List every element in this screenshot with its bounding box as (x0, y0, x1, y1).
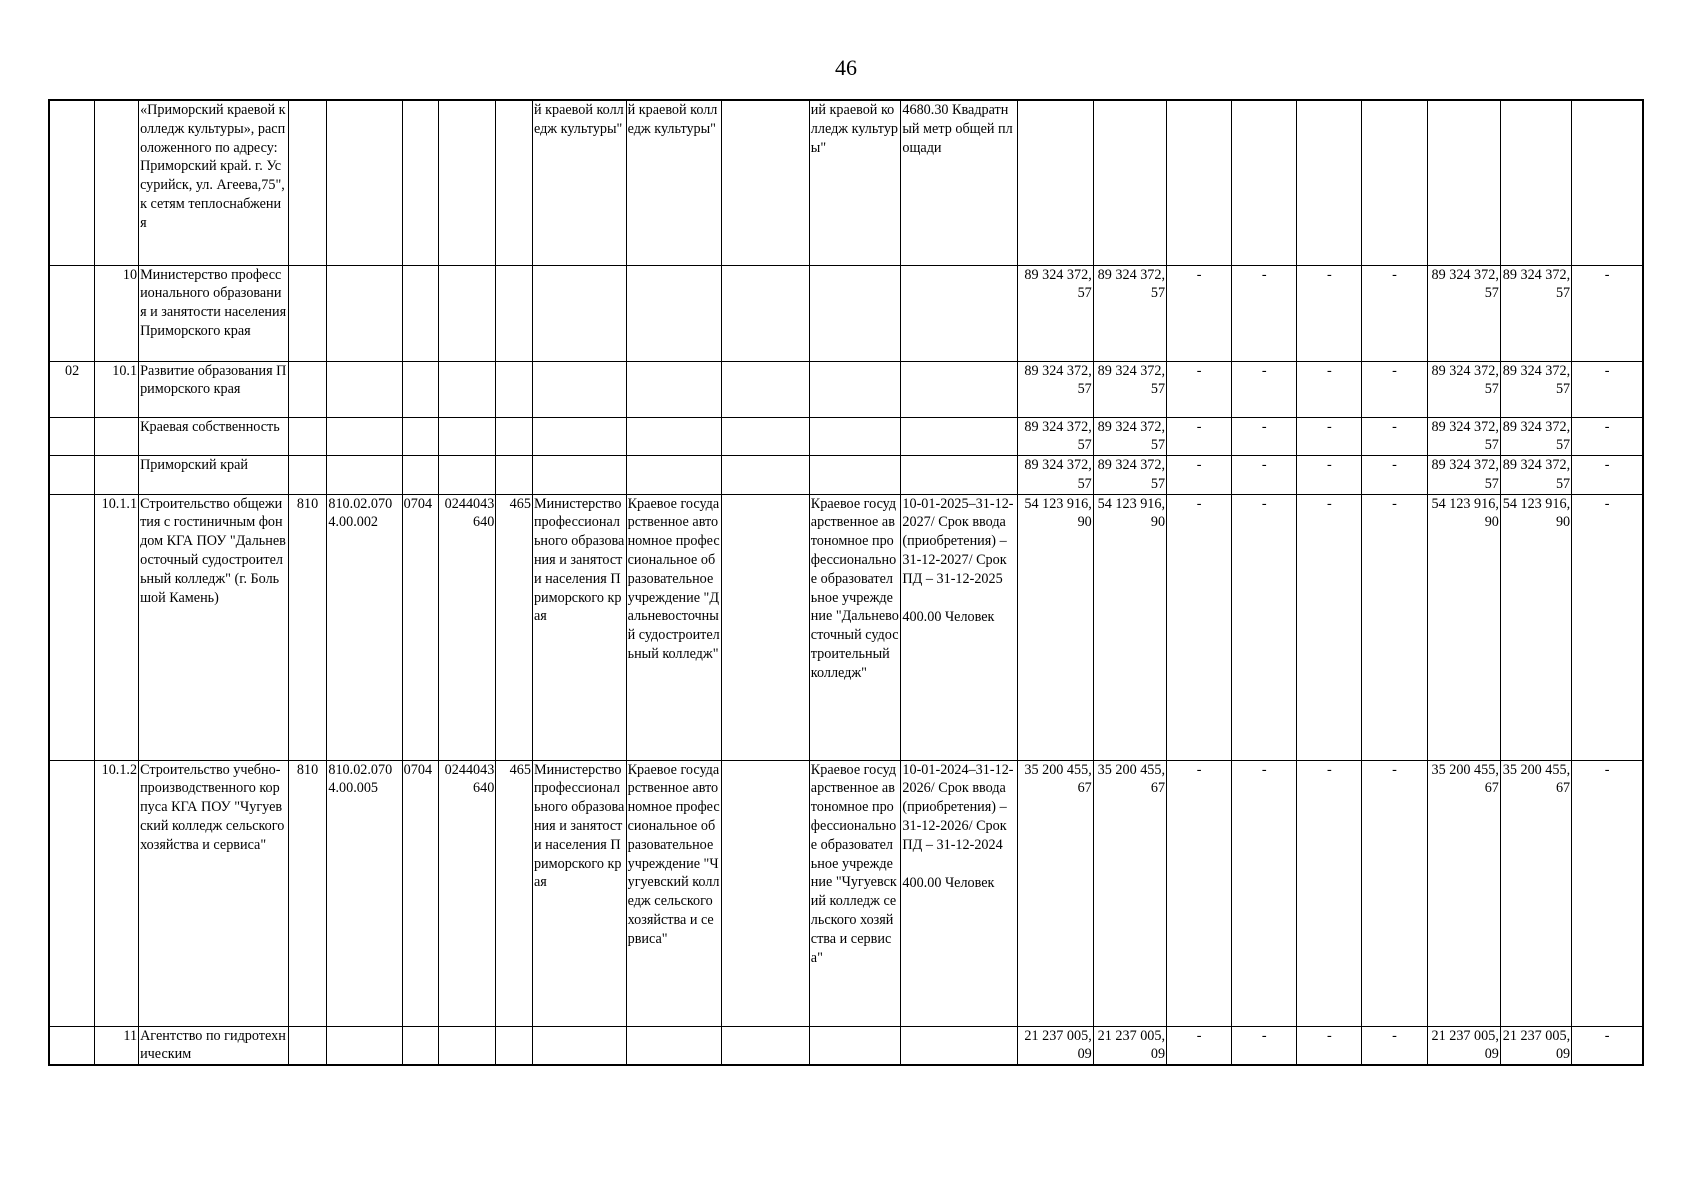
value-cell-8 (1500, 494, 1571, 760)
value-cell-3-text: - (1196, 1027, 1202, 1044)
value-cell-9-text: - (1604, 457, 1610, 474)
budget-code-cell (327, 265, 402, 361)
value-cell-2 (1093, 1026, 1166, 1065)
value-cell-5-text: - (1327, 362, 1332, 379)
expense-type-cell (496, 1026, 533, 1065)
grbs-cell-text: 810 (296, 761, 319, 778)
expense-type-cell (496, 100, 533, 265)
expense-type-cell (496, 494, 533, 760)
period-cell (901, 100, 1018, 265)
value-cell-2-text: 54 123 916,90 (1097, 495, 1166, 531)
period-cell (901, 494, 1018, 760)
value-cell-7 (1427, 1026, 1500, 1065)
value-cell-4 (1232, 456, 1297, 495)
expense-type-cell (496, 456, 533, 495)
value-cell-6 (1362, 417, 1427, 456)
value-cell-9 (1572, 494, 1643, 760)
customer-cell-text: Министерство профессионального образования и занятости населения Приморского края (533, 495, 625, 625)
value-cell-9-text: - (1604, 266, 1610, 283)
value-cell-9-text: - (1604, 418, 1610, 435)
section-cell-text: 0704 (403, 761, 433, 778)
developer-cell (626, 265, 722, 361)
table-row (49, 1026, 1643, 1065)
target-item-cell (439, 456, 496, 495)
page-number: 46 (835, 55, 857, 80)
recipient-cell (809, 760, 901, 1026)
section-cell (402, 760, 439, 1026)
period-cell-text: 10-01-2025–31-12-2027/ Срок ввода (приобретения) – 31-12-2027/ Срок ПД – 31-12-2025 (902, 495, 1014, 587)
table-row (49, 417, 1643, 456)
value-cell-7-text: 89 324 372,57 (1431, 362, 1499, 398)
grbs-cell-text: 810 (296, 495, 319, 512)
grbs-cell (288, 265, 327, 361)
code-cell (49, 456, 95, 495)
value-cell-7 (1427, 100, 1500, 265)
value-cell-5 (1297, 456, 1362, 495)
customer-cell (532, 760, 626, 1026)
value-cell-2-text: 35 200 455,67 (1097, 761, 1166, 797)
customer-cell-text: й краевой колледж культуры" (533, 102, 624, 137)
target-item-cell (439, 100, 496, 265)
developer-cell (626, 760, 722, 1026)
value-cell-4-text: - (1261, 1027, 1267, 1044)
expense-type-cell (496, 265, 533, 361)
value-cell-5 (1297, 100, 1362, 265)
value-cell-6 (1362, 1026, 1427, 1065)
developer-cell (626, 456, 722, 495)
name-cell-text: Агентство по гидротехническим (140, 1027, 286, 1063)
budget-code-cell (327, 760, 402, 1026)
value-cell-2-text: 21 237 005,09 (1097, 1027, 1166, 1063)
value-cell-9 (1572, 100, 1643, 265)
value-cell-9 (1572, 265, 1643, 361)
name-cell (139, 494, 289, 760)
customer-cell (532, 100, 626, 265)
value-cell-8 (1500, 1026, 1571, 1065)
developer-cell (626, 1026, 722, 1065)
value-cell-7 (1427, 456, 1500, 495)
number-cell-text: 10.1.2 (101, 761, 138, 778)
value-cell-3-text: - (1196, 362, 1202, 379)
number-cell (95, 760, 139, 1026)
grbs-cell (288, 456, 327, 495)
budget-code-cell-text: 810.02.0704.00.002 (328, 495, 393, 531)
value-cell-4 (1232, 265, 1297, 361)
recipient-cell (809, 100, 901, 265)
table-row (49, 361, 1643, 417)
value-cell-4 (1232, 1026, 1297, 1065)
section-cell (402, 265, 439, 361)
value-cell-1 (1018, 361, 1093, 417)
period-cell-text: 10-01-2024–31-12-2026/ Срок ввода (приобретения) – 31-12-2026/ Срок ПД – 31-12-2024 (902, 761, 1014, 853)
value-cell-6-text: - (1392, 362, 1397, 379)
value-cell-8 (1500, 100, 1571, 265)
value-cell-8-text: 89 324 372,57 (1502, 418, 1571, 454)
value-cell-8-text: 35 200 455,67 (1502, 761, 1571, 797)
investment-register-table (48, 99, 1644, 1066)
table-row (49, 494, 1643, 760)
value-cell-3-text: - (1196, 418, 1202, 435)
number-cell-text: 10.1.1 (101, 495, 138, 512)
value-cell-8 (1500, 456, 1571, 495)
value-cell-1 (1018, 417, 1093, 456)
value-cell-1-text: 35 200 455,67 (1024, 761, 1092, 797)
value-cell-3-text: - (1196, 266, 1202, 283)
target-item-cell-text: 0244043640 (444, 495, 495, 531)
grbs-cell (288, 760, 327, 1026)
value-cell-1 (1018, 494, 1093, 760)
section-cell (402, 361, 439, 417)
value-cell-7-text: 35 200 455,67 (1431, 761, 1499, 797)
recipient-cell (809, 265, 901, 361)
value-cell-5 (1297, 361, 1362, 417)
expense-type-cell (496, 417, 533, 456)
capacity-text: 400.00 Человек (902, 874, 995, 891)
grbs-cell (288, 100, 327, 265)
value-cell-9 (1572, 1026, 1643, 1065)
value-cell-6 (1362, 265, 1427, 361)
number-cell (95, 494, 139, 760)
developer-cell (626, 361, 722, 417)
capacity-text: 400.00 Человек (902, 608, 995, 625)
budget-code-cell (327, 100, 402, 265)
value-cell-8 (1500, 361, 1571, 417)
extra-cell (722, 265, 810, 361)
value-cell-3 (1167, 760, 1232, 1026)
extra-cell (722, 456, 810, 495)
developer-cell-text: Краевое государственное автономное профессиональное образовательное учреждение "Дальневосточный судостроительный колледж" (627, 495, 720, 663)
name-cell (139, 760, 289, 1026)
name-cell-text: «Приморский краевой колледж культуры», расположенного по адресу: Приморский край. г. Уссурийск, ул. Агеева,75", к сетям теплоснабжения (140, 102, 286, 231)
code-cell-text: 02 (65, 362, 80, 379)
name-cell (139, 100, 289, 265)
section-cell (402, 456, 439, 495)
expense-type-cell-text: 465 (509, 495, 531, 512)
recipient-cell (809, 417, 901, 456)
value-cell-3 (1167, 1026, 1232, 1065)
developer-cell (626, 100, 722, 265)
code-cell (49, 100, 95, 265)
budget-code-cell (327, 1026, 402, 1065)
value-cell-4-text: - (1261, 362, 1267, 379)
value-cell-3-text: - (1196, 457, 1202, 474)
name-cell-text: Краевая собственность (140, 418, 280, 435)
value-cell-5 (1297, 1026, 1362, 1065)
extra-cell (722, 361, 810, 417)
customer-cell (532, 494, 626, 760)
value-cell-7-text: 21 237 005,09 (1431, 1027, 1499, 1063)
extra-cell (722, 1026, 810, 1065)
table-row (49, 760, 1643, 1026)
target-item-cell (439, 265, 496, 361)
extra-cell (722, 100, 810, 265)
value-cell-1 (1018, 456, 1093, 495)
value-cell-9-text: - (1604, 1027, 1610, 1044)
value-cell-2 (1093, 100, 1166, 265)
name-cell (139, 417, 289, 456)
value-cell-6 (1362, 456, 1427, 495)
value-cell-1 (1018, 1026, 1093, 1065)
value-cell-1 (1018, 265, 1093, 361)
value-cell-2-text: 89 324 372,57 (1097, 362, 1166, 398)
section-cell (402, 494, 439, 760)
table-row (49, 265, 1643, 361)
value-cell-3 (1167, 265, 1232, 361)
value-cell-6-text: - (1392, 495, 1397, 512)
section-cell (402, 1026, 439, 1065)
value-cell-1 (1018, 100, 1093, 265)
period-cell (901, 1026, 1018, 1065)
value-cell-6-text: - (1392, 418, 1397, 435)
customer-cell-text: Министерство профессионального образования и занятости населения Приморского края (533, 761, 625, 891)
period-cell (901, 760, 1018, 1026)
number-cell (95, 1026, 139, 1065)
developer-cell (626, 417, 722, 456)
name-cell-text: Министерство профессионального образования и занятости населения Приморского края (140, 266, 287, 339)
customer-cell (532, 1026, 626, 1065)
period-cell-text: 4680.30 Квадратный метр общей площади (902, 102, 1013, 156)
name-cell (139, 265, 289, 361)
value-cell-1-text: 89 324 372,57 (1024, 266, 1092, 302)
budget-code-cell (327, 456, 402, 495)
target-item-cell (439, 361, 496, 417)
recipient-cell-text: Краевое государственное автономное профессиональное образовательное учреждение "Дальневосточный судостроительный колледж" (810, 495, 899, 681)
value-cell-3 (1167, 361, 1232, 417)
value-cell-4 (1232, 417, 1297, 456)
value-cell-2 (1093, 361, 1166, 417)
target-item-cell (439, 760, 496, 1026)
number-cell-text: 11 (123, 1027, 138, 1044)
value-cell-4-text: - (1261, 418, 1267, 435)
value-cell-4 (1232, 494, 1297, 760)
value-cell-5-text: - (1327, 495, 1332, 512)
value-cell-6-text: - (1392, 1027, 1397, 1044)
value-cell-5-text: - (1327, 266, 1332, 283)
value-cell-4 (1232, 100, 1297, 265)
value-cell-7 (1427, 265, 1500, 361)
value-cell-4 (1232, 361, 1297, 417)
code-cell (49, 417, 95, 456)
value-cell-1-text: 89 324 372,57 (1024, 418, 1092, 454)
value-cell-2 (1093, 265, 1166, 361)
recipient-cell (809, 456, 901, 495)
value-cell-9 (1572, 361, 1643, 417)
value-cell-7-text: 54 123 916,90 (1431, 495, 1499, 531)
value-cell-7 (1427, 417, 1500, 456)
name-cell-text: Строительство общежития с гостиничным фондом КГА ПОУ "Дальневосточный судостроительный колледж" (г. Большой Камень) (140, 495, 286, 606)
value-cell-8-text: 89 324 372,57 (1502, 457, 1571, 492)
target-item-cell-text: 0244043640 (444, 761, 495, 797)
period-cell (901, 265, 1018, 361)
value-cell-7 (1427, 361, 1500, 417)
value-cell-6 (1362, 760, 1427, 1026)
number-cell (95, 417, 139, 456)
value-cell-2-text: 89 324 372,57 (1097, 418, 1166, 454)
value-cell-4-text: - (1261, 761, 1267, 778)
table-body (49, 100, 1643, 1065)
period-cell (901, 361, 1018, 417)
table-row (49, 100, 1643, 265)
value-cell-6-text: - (1392, 457, 1397, 474)
recipient-cell-text: ий краевой колледж культуры" (810, 102, 899, 156)
value-cell-8-text: 89 324 372,57 (1502, 362, 1571, 398)
value-cell-6 (1362, 361, 1427, 417)
extra-cell (722, 760, 810, 1026)
value-cell-6 (1362, 100, 1427, 265)
value-cell-3 (1167, 417, 1232, 456)
number-cell (95, 100, 139, 265)
developer-cell (626, 494, 722, 760)
value-cell-2 (1093, 456, 1166, 495)
number-cell (95, 456, 139, 495)
period-cell (901, 456, 1018, 495)
value-cell-5 (1297, 417, 1362, 456)
value-cell-5 (1297, 494, 1362, 760)
value-cell-9-text: - (1604, 761, 1610, 778)
value-cell-8-text: 21 237 005,09 (1502, 1027, 1571, 1063)
number-cell (95, 361, 139, 417)
budget-code-cell (327, 494, 402, 760)
value-cell-3 (1167, 100, 1232, 265)
grbs-cell (288, 494, 327, 760)
value-cell-3 (1167, 494, 1232, 760)
value-cell-6-text: - (1392, 266, 1397, 283)
value-cell-1-text: 89 324 372,57 (1024, 362, 1092, 398)
developer-cell-text: й краевой колледж культуры" (627, 102, 718, 137)
budget-code-cell (327, 361, 402, 417)
budget-code-cell-text: 810.02.0704.00.005 (328, 761, 393, 797)
value-cell-7 (1427, 760, 1500, 1026)
budget-code-cell (327, 417, 402, 456)
recipient-cell (809, 361, 901, 417)
section-cell (402, 100, 439, 265)
value-cell-5-text: - (1327, 457, 1332, 474)
value-cell-6 (1362, 494, 1427, 760)
name-cell (139, 361, 289, 417)
value-cell-7-text: 89 324 372,57 (1431, 266, 1499, 302)
customer-cell (532, 361, 626, 417)
name-cell-text: Строительство учебно-производственного корпуса КГА ПОУ "Чугуевский колледж сельского хозяйства и сервиса" (140, 761, 285, 853)
value-cell-1 (1018, 760, 1093, 1026)
expense-type-cell (496, 361, 533, 417)
value-cell-9-text: - (1604, 362, 1610, 379)
expense-type-cell-text: 465 (509, 761, 531, 778)
number-cell-text: 10 (122, 266, 138, 283)
code-cell (49, 361, 95, 417)
value-cell-1-text: 21 237 005,09 (1024, 1027, 1092, 1063)
extra-cell (722, 417, 810, 456)
value-cell-3-text: - (1196, 495, 1202, 512)
value-cell-2 (1093, 494, 1166, 760)
customer-cell (532, 265, 626, 361)
value-cell-6-text: - (1392, 761, 1397, 778)
value-cell-8-text: 89 324 372,57 (1502, 266, 1571, 302)
section-cell (402, 417, 439, 456)
code-cell (49, 1026, 95, 1065)
value-cell-8 (1500, 760, 1571, 1026)
section-cell-text: 0704 (403, 495, 433, 512)
value-cell-7-text: 89 324 372,57 (1431, 457, 1499, 492)
name-cell (139, 1026, 289, 1065)
extra-cell (722, 494, 810, 760)
value-cell-1-text: 54 123 916,90 (1024, 495, 1092, 531)
customer-cell (532, 456, 626, 495)
value-cell-9 (1572, 760, 1643, 1026)
value-cell-7-text: 89 324 372,57 (1431, 418, 1499, 454)
target-item-cell (439, 1026, 496, 1065)
target-item-cell (439, 494, 496, 760)
code-cell (49, 494, 95, 760)
code-cell (49, 760, 95, 1026)
number-cell (95, 265, 139, 361)
recipient-cell (809, 494, 901, 760)
value-cell-5 (1297, 760, 1362, 1026)
name-cell-text: Приморский край (140, 457, 248, 474)
expense-type-cell (496, 760, 533, 1026)
value-cell-7 (1427, 494, 1500, 760)
value-cell-5-text: - (1327, 761, 1332, 778)
code-cell (49, 265, 95, 361)
value-cell-5-text: - (1327, 1027, 1332, 1044)
value-cell-2-text: 89 324 372,57 (1097, 457, 1166, 492)
value-cell-9 (1572, 417, 1643, 456)
grbs-cell (288, 1026, 327, 1065)
grbs-cell (288, 417, 327, 456)
customer-cell (532, 417, 626, 456)
value-cell-4 (1232, 760, 1297, 1026)
number-cell-text: 10.1 (112, 362, 138, 379)
recipient-cell (809, 1026, 901, 1065)
value-cell-9-text: - (1604, 495, 1610, 512)
value-cell-2-text: 89 324 372,57 (1097, 266, 1166, 302)
name-cell-text: Развитие образования Приморского края (140, 362, 287, 398)
value-cell-4-text: - (1261, 495, 1267, 512)
grbs-cell (288, 361, 327, 417)
value-cell-3-text: - (1196, 761, 1202, 778)
value-cell-5 (1297, 265, 1362, 361)
value-cell-2 (1093, 417, 1166, 456)
value-cell-5-text: - (1327, 418, 1332, 435)
target-item-cell (439, 417, 496, 456)
value-cell-4-text: - (1261, 457, 1267, 474)
value-cell-8-text: 54 123 916,90 (1502, 495, 1571, 531)
value-cell-9 (1572, 456, 1643, 495)
developer-cell-text: Краевое государственное автономное профессиональное образовательное учреждение "Чугуевский колледж сельского хозяйства и сервиса" (627, 761, 720, 947)
value-cell-8 (1500, 417, 1571, 456)
value-cell-2 (1093, 760, 1166, 1026)
name-cell (139, 456, 289, 495)
value-cell-8 (1500, 265, 1571, 361)
table-row (49, 456, 1643, 495)
value-cell-3 (1167, 456, 1232, 495)
value-cell-1-text: 89 324 372,57 (1024, 457, 1092, 492)
value-cell-4-text: - (1261, 266, 1267, 283)
period-cell (901, 417, 1018, 456)
recipient-cell-text: Краевое государственное автономное профессиональное образовательное учреждение "Чугуевский колледж сельского хозяйства и сервиса" (810, 761, 897, 966)
